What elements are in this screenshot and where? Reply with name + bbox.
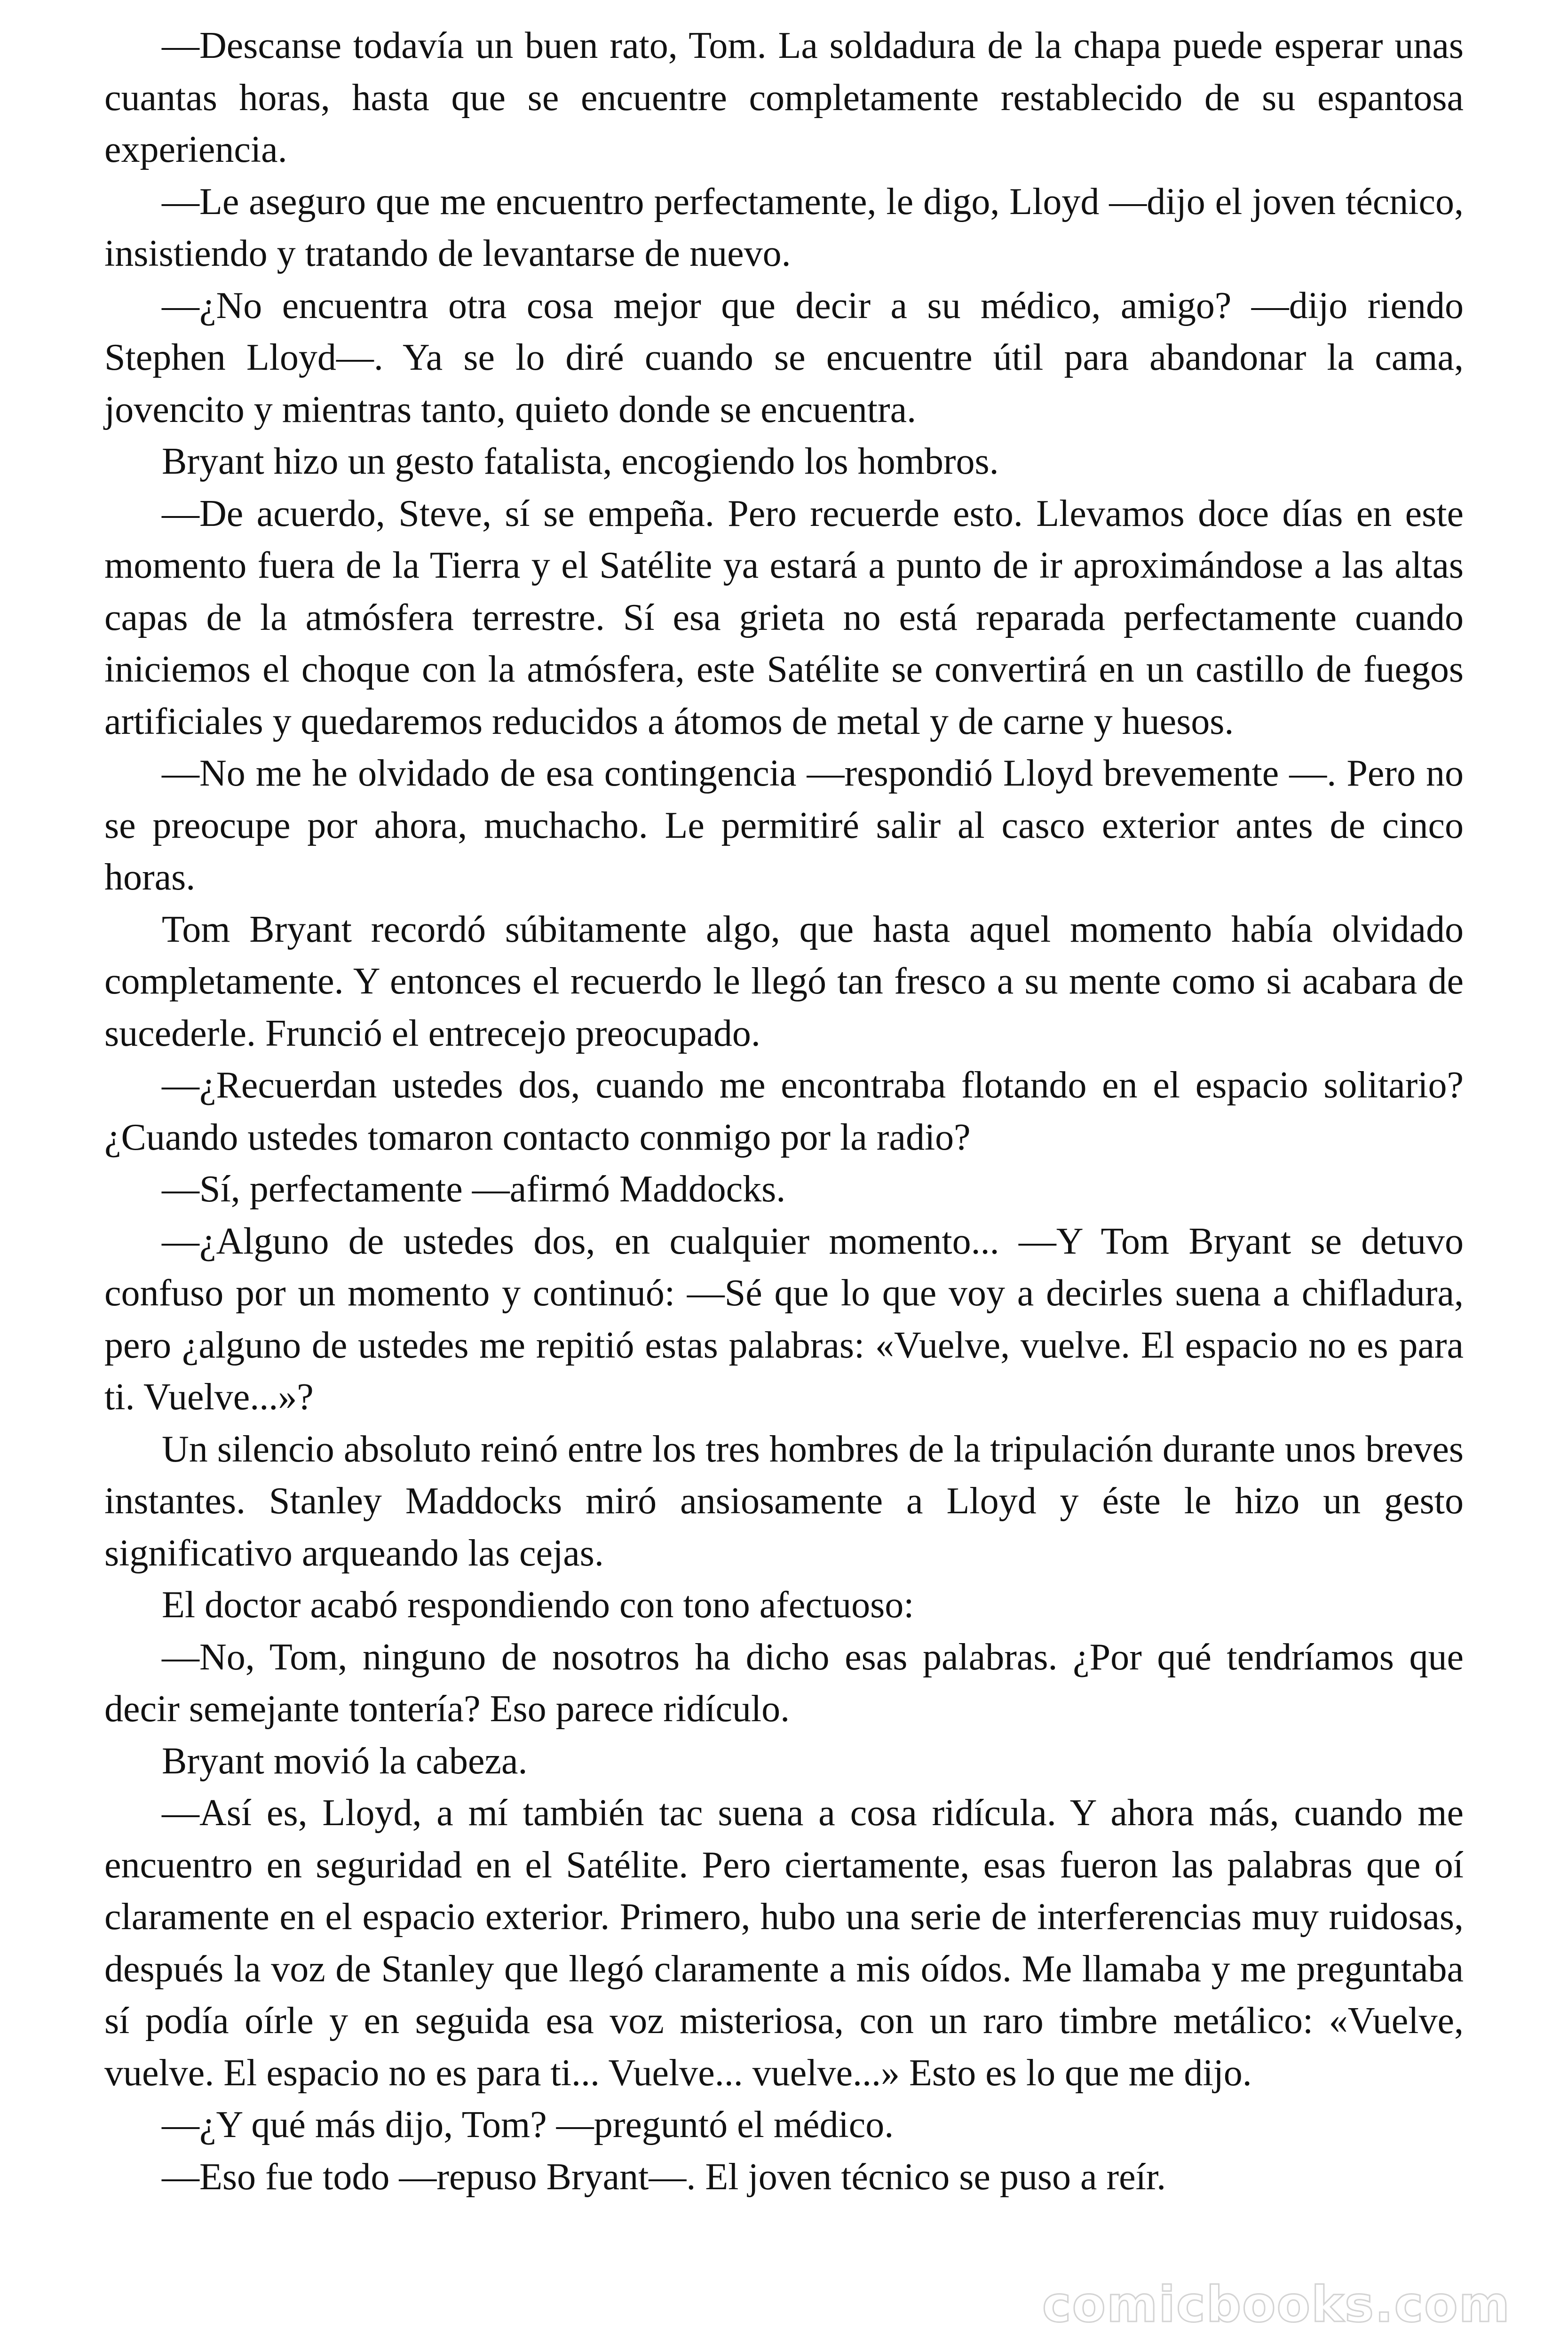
paragraph: Bryant hizo un gesto fatalista, encogiendo los hombros. — [162, 441, 999, 482]
paragraph: —Le aseguro que me encuentro perfectamente, le digo, Lloyd —dijo el joven técnico, insistiendo y tratando de levantarse de nuevo. — [104, 181, 1464, 274]
paragraph: Un silencio absoluto reinó entre los tres hombres de la tripulación durante unos breves instantes. Stanley Maddocks miró ansiosamente a Lloyd y éste le hizo un gesto significativo arqueando las cejas. — [104, 1428, 1464, 1574]
paragraph: —No me he olvidado de esa contingencia —respondió Lloyd brevemente —. Pero no se preocupe por ahora, muchacho. Le permitiré salir al casco exterior antes de cinco horas. — [104, 753, 1464, 898]
paragraph: —Sí, perfectamente —afirmó Maddocks. — [162, 1168, 786, 1210]
paragraph: El doctor acabó respondiendo con tono afectuoso: — [162, 1584, 914, 1626]
paragraph: Bryant movió la cabeza. — [162, 1740, 528, 1782]
paragraph: —¿No encuentra otra cosa mejor que decir a su médico, amigo? —dijo riendo Stephen Lloyd—. Ya se lo diré cuando se encuentre útil para abandonar la cama, jovencito y mientras tanto, quieto donde se encuentra. — [104, 285, 1464, 430]
paragraph: —Descanse todavía un buen rato, Tom. La soldadura de la chapa puede esperar unas cuantas horas, hasta que se encuentre completamente restablecido de su espantosa experiencia. — [104, 25, 1464, 170]
paragraph: —Eso fue todo —repuso Bryant—. El joven técnico se puso a reír. — [162, 2156, 1166, 2198]
paragraph: Tom Bryant recordó súbitamente algo, que hasta aquel momento había olvidado completamente. Y entonces el recuerdo le llegó tan fresco a su mente como si acabara de sucederle. Frunció el entrecejo preocupado. — [104, 908, 1464, 1054]
paragraph: —Así es, Lloyd, a mí también tac suena a cosa ridícula. Y ahora más, cuando me encuentro en seguridad en el Satélite. Pero ciertamente, esas fueron las palabras que oí claramente en el espacio exterior. Primero, hubo una serie de interferencias muy ruidosas, después la voz de Stanley que llegó claramente a mis oídos. Me llamaba y me preguntaba sí podía oírle y en seguida esa voz misteriosa, con un raro timbre metálico: «Vuelve, vuelve. El espacio no es para ti... Vuelve... vuelve...» Esto es lo que me dijo. — [104, 1792, 1464, 2094]
body-text — [104, 20, 1464, 2203]
paragraph: —¿Recuerdan ustedes dos, cuando me encontraba flotando en el espacio solitario? ¿Cuando ustedes tomaron contacto conmigo por la radio? — [104, 1065, 1464, 1158]
paragraph: —¿Alguno de ustedes dos, en cualquier momento... —Y Tom Bryant se detuvo confuso por un momento y continuó: —Sé que lo que voy a decirles suena a chifladura, pero ¿alguno de ustedes me repitió estas palabras: «Vuelve, vuelve. El espacio no es para ti. Vuelve...»? — [104, 1220, 1464, 1418]
watermark: comicbooks.com — [1042, 2276, 1511, 2333]
paragraph: —De acuerdo, Steve, sí se empeña. Pero recuerde esto. Llevamos doce días en este momento fuera de la Tierra y el Satélite ya estará a punto de ir aproximándose a las altas capas de la atmósfera terrestre. Sí esa grieta no está reparada perfectamente cuando iniciemos el choque con la atmósfera, este Satélite se convertirá en un castillo de fuegos artificiales y quedaremos reducidos a átomos de metal y de carne y huesos. — [104, 493, 1464, 742]
paragraph: —No, Tom, ninguno de nosotros ha dicho esas palabras. ¿Por qué tendríamos que decir semejante tontería? Eso parece ridículo. — [104, 1636, 1464, 1730]
paragraph: —¿Y qué más dijo, Tom? —preguntó el médico. — [162, 2104, 894, 2145]
